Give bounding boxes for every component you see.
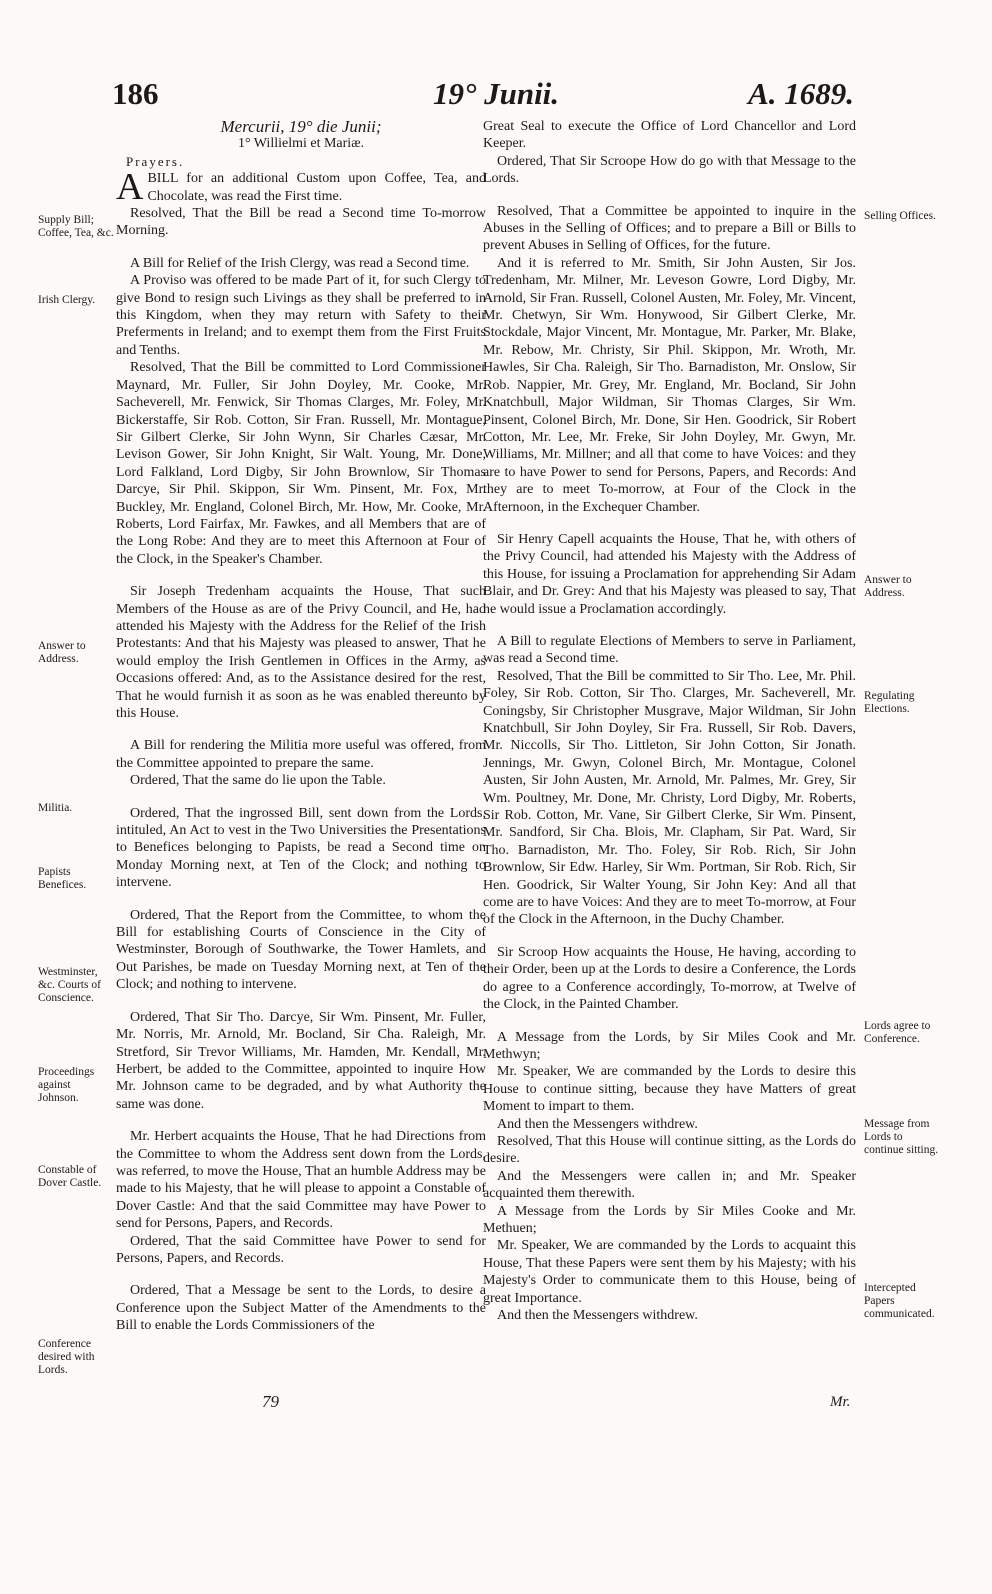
paragraph [483, 1029, 856, 1064]
paragraph [116, 1128, 486, 1232]
paragraph-text: And the Messengers were callen in; and Mr. Speaker acquainted them therewith. [483, 1168, 856, 1202]
signature-mark: 79 [262, 1392, 279, 1411]
paragraph-text: Sir Scroop How acquaints the House, He having, according to their Order, been up at the Lords to desire a Conference, the Lords do agree to a Conference accordingly, To-morrow, at Twelve of the Clock, in the Painted Chamber. [483, 944, 856, 1013]
paragraph-text: Resolved, That the Bill be committed to Lord Commissioner Maynard, Mr. Fuller, Sir John Doyley, Mr. Cooke, Mr. Sacheverell, Mr. Fenwick, Sir Thomas Clarges, Mr. Foley, Mr. Bickerstaffe, Sir Rob. Cotton, Sir Fran. Russell, Mr. Montague, Sir Gilbert Clerke, Sir John Wynn, Sir Charles Cæsar, Mr. Levison Gower, Sir John Knight, Sir Walt. Young, Mr. Done, Lord Falkland, Lord Digby, Sir John Brownlow, Sir Thomas Darcye, Sir Phil. Skippon, Sir Wm. Pinsent, Mr. Fox, Mr. Buckley, Mr. England, Colonel Birch, Mr. How, Mr. Cooke, Mr. Roberts, Lord Fairfax, Mr. Fawkes, and all Members that are of the Long Robe: And they are to meet this Afternoon at Four of the Clock, in the Speaker's Chamber. [116, 360, 486, 567]
sidenote: Intercepted Papers communicated. [864, 1282, 935, 1320]
paragraph-text: A Message from the Lords by Sir Miles Cooke and Mr. Methuen; [483, 1203, 856, 1236]
paragraph [483, 255, 856, 516]
right-paragraphs [483, 118, 856, 1324]
paragraph-text: A Bill for Relief of the Irish Clergy, was read a Second time. [130, 255, 470, 271]
paragraph [116, 772, 486, 789]
sidenote: Selling Offices. [864, 210, 936, 222]
sidenote: Lords agree to Conference. [864, 1020, 931, 1045]
paragraph [116, 1233, 486, 1268]
paragraph-text: Resolved, That the Bill be committed to Sir Tho. Lee, Mr. Phil. Foley, Sir Rob. Cotton, Sir Tho. Clarges, Mr. Sacheverell, Mr. Coningsby, Sir Christopher Musgrave, Major Wildman, Sir John Knatchbull, Sir John Doyley, Sir Fra. Russell, Sir Rob. Davers, Mr. Niccolls, Sir Tho. Littleton, Sir John Cotton, Sir Jonath. Jennings, Mr. Gwyn, Colonel Birch, Mr. Montague, Colonel Austen, Sir John Austen, Mr. Arnold, Mr. Palmes, Mr. Grey, Sir Wm. Poultney, Mr. Done, Mr. Christy, Lord Digby, Mr. Roberts, Sir Rob. Cotton, Mr. Vane, Sir Gilbert Clerke, Sir Wm. Pinsent, Mr. Sandford, Sir Cha. Blois, Mr. Clapham, Sir Pat. Ward, Sir Tho. Barnadiston, Mr. Tho. Foley, Sir Rob. Rich, Sir John Brownlow, Sir Edw. Harley, Sir Wm. Portman, Sir Rob. Rich, Sir Hen. Goodrick, Sir Walter Young, Sir John Key: And all that come are to have Voices: And they are to meet To-morrow, at Four of the Clock in the Afternoon, in the Duchy Chamber. [483, 668, 856, 928]
paragraph-text: A Message from the Lords, by Sir Miles Cook and Mr. Methwyn; [483, 1029, 856, 1062]
sidenote: Answer to Address. [38, 640, 86, 665]
paragraph [483, 1063, 856, 1115]
paragraph-text: Mr. Speaker, We are commanded by the Lords to acquaint this House, That these Papers were sent them by his Majesty; with his Majesty's Order to communicate them to this House, being of great Importance. [483, 1238, 856, 1306]
paragraph [116, 1009, 486, 1113]
paragraph [483, 531, 856, 618]
paragraph-text: BILL for an additional Custom upon Coffee, Tea, and Chocolate, was read the First time. [147, 171, 486, 204]
paragraph-text: Sir Henry Capell acquaints the House, That he, with others of the Privy Council, had attended his Majesty with the Address of this House, for issuing a Proclamation for apprehending Sir Adam Blair, and Dr. Grey: And that his Majesty was pleased to say, That he would issue a Proclamation accordingly. [483, 531, 856, 617]
paragraph [483, 1307, 856, 1324]
paragraph [483, 1168, 856, 1203]
day-title: Mercurii, 19° die Junii; [220, 117, 382, 136]
sidenote: Regulating Elections. [864, 690, 915, 715]
right-column [483, 118, 856, 1324]
catchword: Mr. [830, 1394, 851, 1410]
paragraph-text: Ordered, That Sir Tho. Darcye, Sir Wm. Pinsent, Mr. Fuller, Mr. Norris, Mr. Arnold, Mr. Bocland, Sir Cha. Raleigh, Mr. Stretford, Sir Trevor Williams, Mr. Hamden, Mr. Kendall, Mr. Herbert, be added to the Committee, appointed to inquire How Mr. Johnson came to be degraded, and by what Authority the same was done. [116, 1009, 486, 1112]
paragraph [116, 255, 486, 272]
paragraph-text: And then the Messengers withdrew. [497, 1308, 698, 1323]
paragraph [116, 166, 486, 209]
sidenote: Constable of Dover Castle. [38, 1164, 102, 1189]
paragraph-text: A Bill for rendering the Militia more useful was offered, from the Committee appointed to prepare the same. [116, 738, 486, 771]
sidenote: Message from Lords to continue sitting. [864, 1118, 939, 1156]
paragraph [483, 633, 856, 668]
sidenote: Irish Clergy. [38, 294, 96, 306]
running-year: A. 1689. [748, 76, 854, 111]
sidenote: Militia. [38, 802, 73, 814]
sidenote: Proceedings against Johnson. [38, 1066, 95, 1104]
paragraph [483, 1116, 856, 1133]
paragraph-text: Ordered, That the same do lie upon the Table. [130, 773, 386, 789]
paragraph-text: And it is referred to Mr. Smith, Sir John Austen, Sir Jos. Tredenham, Mr. Milner, Mr. Leveson Gowre, Lord Digby, Mr. Arnold, Sir Fran. Russell, Colonel Austen, Mr. Foley, Mr. Vincent, Mr. Chetwyn, Sir Wm. Honywood, Sir Gilbert Clerke, Mr. Stockdale, Major Vincent, Mr. Montague, Mr. Parker, Mr. Blake, Mr. Rebow, Mr. Christy, Sir Phil. Skippon, Mr. Wroth, Mr. Hawles, Sir Cha. Raleigh, Sir Tho. Barnadiston, Mr. Onslow, Sir Rob. Nappier, Mr. Grey, Mr. England, Mr. Bocland, Sir John Knatchbull, Major Wildman, Sir Thomas Clarges, Sir Wm. Pinsent, Colonel Birch, Mr. Done, Sir Hen. Goodrick, Sir Robert Cotton, Mr. Lee, Mr. Freke, Sir John Doyley, Mr. Gwyn, Mr. Williams, Mr. Millner; and all that come to have Voices: and they are to have Power to send for Persons, Papers, and Records: And they are to meet To-morrow, at Four of the Clock in the Afternoon, in the Exchequer Chamber. [483, 255, 856, 515]
paragraph-text: And then the Messengers withdrew. [497, 1116, 698, 1132]
paragraph-text: Mr. Speaker, We are commanded by the Lords to desire this House to continue sitting, because they have Matters of great Moment to impart to them. [483, 1064, 856, 1115]
paragraph [116, 583, 486, 722]
paragraph [116, 205, 486, 240]
running-date: 19° Junii. [432, 76, 560, 111]
paragraph [483, 944, 856, 1014]
sidenote: Conference desired with Lords. [38, 1338, 95, 1376]
paragraph [483, 668, 856, 929]
paragraph [116, 359, 486, 568]
paragraph [483, 1237, 856, 1307]
page-number: 186 [112, 76, 159, 111]
paragraph [483, 203, 856, 255]
paragraph [483, 118, 856, 153]
paragraph [116, 907, 486, 994]
paragraph [116, 1282, 486, 1334]
paragraph-text: Resolved, That a Committee be appointed to inquire in the Abuses in the Selling of Offices; and to prepare a Bill or Bills to prevent Abuses in Selling of Offices, for the future. [483, 203, 856, 254]
paragraph-text: Ordered, That the said Committee have Power to send for Persons, Papers, and Records. [116, 1233, 486, 1266]
paragraph-text: Mr. Herbert acquaints the House, That he had Directions from the Committee to whom the Address sent down from the Lords, was referred, to move the House, That an humble Address may be made to his Majesty, that he will please to appoint a Constable of Dover Castle: And that the said Committee may have Power to send for Persons, Papers, and Records. [116, 1129, 486, 1232]
paragraph-text: Ordered, That the Report from the Committee, to whom the Bill for establishing Courts of Conscience in the City of Westminster, Borough of Southwarke, the Tower Hamlets, and Out Parishes, be made on Tuesday Morning next, at Ten of the Clock; and nothing to intervene. [116, 907, 486, 993]
paragraph-text: Great Seal to execute the Office of Lord Chancellor and Lord Keeper. [483, 119, 856, 152]
drop-capital: A [116, 166, 144, 209]
paragraph [116, 272, 486, 359]
paragraph-text: Ordered, That the ingrossed Bill, sent down from the Lords, intituled, An Act to vest in the Two Universities the Presentations to Benefices belonging to Papists, be read a Second time on Monday Morning next, at Ten of the Clock; and nothing to intervene. [116, 805, 486, 891]
paragraph [483, 153, 856, 188]
sidenote: Papists Benefices. [38, 866, 87, 891]
paragraph [116, 805, 486, 892]
sidenote: Westminster, &c. Courts of Conscience. [38, 966, 101, 1004]
paragraph [116, 737, 486, 772]
prayers-heading: Prayers. [126, 153, 185, 169]
sidenote: Answer to Address. [864, 574, 912, 599]
page-header [0, 76, 992, 116]
paragraph-text: Resolved, That this House will continue sitting, as the Lords do desire. [483, 1133, 856, 1167]
paragraph-text: Sir Joseph Tredenham acquaints the House, That such Members of the House as are of the Privy Council, and He, had attended his Majesty with the Address for the Relief of the Irish Protestants: And that his Majesty was pleased to answer, That he would employ the Irish Gentlemen in Offices in the Army, as Occasions offered: And, as to the Assistance desired for the rest, That he would furnish it as soon as he was enabled thereunto by this House. [116, 584, 486, 721]
left-column [116, 118, 486, 1335]
reign-line: 1° Willielmi et Mariæ. [237, 136, 365, 152]
paragraph-text: A Bill to regulate Elections of Members to serve in Parliament, was read a Second time. [483, 633, 856, 667]
paragraph-text: A Proviso was offered to be made Part of it, for such Clergy to give Bond to resign such Livings as they shall be preferred to in this Kingdom, when they may return with Safety to their Preferments in Ireland; and to exempt them from the First Fruits and Tenths. [116, 273, 486, 358]
paragraph-text: Ordered, That Sir Scroope How do go with that Message to the Lords. [483, 153, 856, 187]
paragraph-text: Ordered, That a Message be sent to the Lords, to desire a Conference upon the Subject Matter of the Amendments to the Bill to enable the Lords Commissioners of the [116, 1283, 486, 1334]
paragraph [483, 1133, 856, 1168]
sidenote: Supply Bill; Coffee, Tea, &c. [38, 214, 114, 239]
left-paragraphs [116, 166, 486, 1334]
paragraph-text: Resolved, That the Bill be read a Second time To-morrow Morning. [116, 206, 486, 239]
paragraph [483, 1203, 856, 1238]
